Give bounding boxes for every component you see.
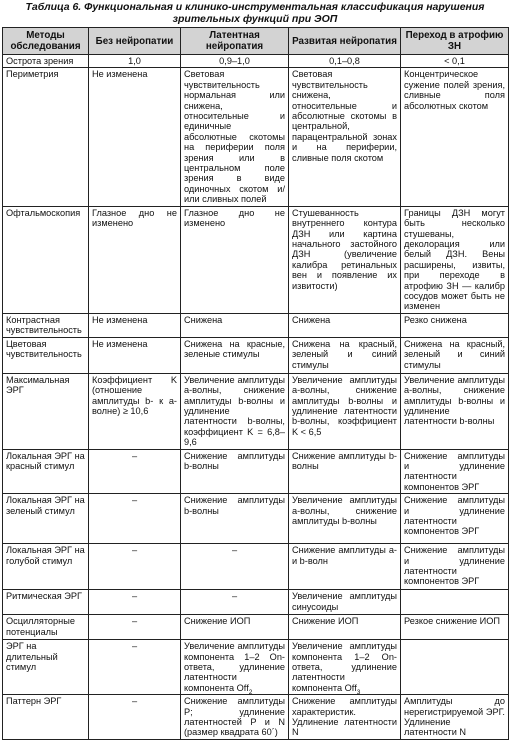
value-cell: – (89, 590, 181, 615)
value-cell: – (89, 640, 181, 695)
value-cell: – (181, 544, 289, 590)
value-cell: Снижена на красный, зеленый и синий стимулы (289, 337, 401, 373)
value-cell: – (89, 544, 181, 590)
value-cell: Амплитуды до нерегистрируемой ЭРГ. Удлинение латентности N (401, 695, 509, 740)
value-cell: Снижение амплитуды b-волны (181, 449, 289, 494)
value-cell: Стушеванность внутреннего контура ДЗН или картина начального застойного ДЗН (увеличение калибра ретинальных вен и появление их извитости) (289, 206, 401, 313)
table-caption (3, 1, 507, 25)
method-cell: Периметрия (3, 68, 89, 206)
table-row (3, 206, 509, 313)
method-cell: Паттерн ЭРГ (3, 695, 89, 740)
value-cell: Снижена на красный, зеленый и синий стимулы (401, 337, 509, 373)
value-cell: 1,0 (89, 55, 181, 68)
subscript: 3 (356, 688, 361, 695)
value-cell: Снижена (289, 313, 401, 337)
value-cell: Снижение амплитуды a- и b-волн (289, 544, 401, 590)
value-cell: Резко снижена (401, 313, 509, 337)
method-cell: Локальная ЭРГ на голубой стимул (3, 544, 89, 590)
table-row (3, 55, 509, 68)
value-cell: – (89, 615, 181, 640)
table-row (3, 590, 509, 615)
value-cell: – (89, 695, 181, 740)
value-cell: Не изменена (89, 313, 181, 337)
long-stim-latent-text: Увеличение амплитуды компонента 1–2 On-ответа, удлинение латентности компонента Off (184, 641, 285, 693)
value-cell: Снижение амплитуды характеристик. Удлинение латентности N (289, 695, 401, 740)
value-cell: Коэффициент K (отношение амплитуды b- к a-волне) ≥ 10,6 (89, 373, 181, 449)
header-optic-atrophy: Переход в атрофию ЗН (401, 28, 509, 55)
subscript: 2 (248, 688, 253, 695)
value-cell: < 0,1 (401, 55, 509, 68)
value-cell: Снижение ИОП (181, 615, 289, 640)
method-cell: Офтальмоскопия (3, 206, 89, 313)
value-cell: Глазное дно не изменено (181, 206, 289, 313)
value-cell: Не изменена (89, 337, 181, 373)
value-cell: Снижение амплитуды b-волны (181, 494, 289, 544)
value-cell: Световая чувствительность снижена, относительные и абсолютные скотомы в центральной, парацентральной зонах и на периферии, сливные поля скотом (289, 68, 401, 206)
long-stim-developed-text: Увеличение амплитуды компонента 1–2 On-ответа, удлинение латентности компонента Off (292, 641, 397, 693)
method-cell: ЭРГ на длительный стимул (3, 640, 89, 695)
table-row (3, 313, 509, 337)
method-cell: Локальная ЭРГ на зеленый стимул (3, 494, 89, 544)
method-cell: Цветовая чувствительность (3, 337, 89, 373)
value-cell (401, 640, 509, 695)
table-row (3, 494, 509, 544)
value-cell (181, 640, 289, 695)
caption-line-1: Таблица 6. Функциональная и клинико-инструментальная классификация нарушения (25, 1, 485, 13)
method-cell: Локальная ЭРГ на красный стимул (3, 449, 89, 494)
value-cell: Границы ДЗН могут быть несколько стушеваны, деколорация или белый ДЗН. Вены расширены, извиты, при переходе в атрофию ЗН — калибр сосудов может быть не изменен (401, 206, 509, 313)
value-cell: Увеличение амплитуды a-волны, снижение амплитуды b-волны и удлинение латентности b-волны, коэффициент K = 6,8–9,6 (181, 373, 289, 449)
value-cell: Не изменена (89, 68, 181, 206)
value-cell: – (89, 449, 181, 494)
header-no-neuropathy: Без нейропатии (89, 28, 181, 55)
value-cell: Увеличение амплитуды a-волны, снижение амплитуды b-волны (289, 494, 401, 544)
header-methods: Методы обследования (3, 28, 89, 55)
value-cell: 0,9–1,0 (181, 55, 289, 68)
value-cell: Снижение амплитуды b-волны (289, 449, 401, 494)
value-cell: Снижена (181, 313, 289, 337)
value-cell: Снижение амплитуды и удлинение латентности компонентов ЭРГ (401, 494, 509, 544)
value-cell: Концентрическое сужение полей зрения, сливные поля абсолютных скотом (401, 68, 509, 206)
value-cell: Снижение амплитуды и удлинение латентности компонентов ЭРГ (401, 449, 509, 494)
value-cell: – (181, 590, 289, 615)
value-cell: – (89, 494, 181, 544)
table-row (3, 373, 509, 449)
table-row (3, 544, 509, 590)
value-cell (289, 640, 401, 695)
value-cell: Глазное дно не изменено (89, 206, 181, 313)
value-cell: Снижение амплитуды P; удлинение латентностей P и N (размер квадрата 60´) (181, 695, 289, 740)
caption-line-2: зрительных функций при ЭОП (172, 13, 338, 25)
table-row (3, 449, 509, 494)
table-row (3, 615, 509, 640)
table-header-row (3, 28, 509, 55)
header-developed-neuropathy: Развитая нейропатия (289, 28, 401, 55)
table-row (3, 337, 509, 373)
value-cell: Снижена на красные, зеленые стимулы (181, 337, 289, 373)
table-row (3, 695, 509, 740)
value-cell: Световая чувствительность нормальная или снижена, относительные и единичные абсолютные скотомы на периферии поля зрения или в центральном поле зрения в виде одиночных скотом и/или сливных полей (181, 68, 289, 206)
method-cell: Контрастная чувствительность (3, 313, 89, 337)
method-cell: Максимальная ЭРГ (3, 373, 89, 449)
method-cell: Осцилляторные потенциалы (3, 615, 89, 640)
table-row (3, 68, 509, 206)
method-cell: Ритмическая ЭРГ (3, 590, 89, 615)
value-cell: Увеличение амплитуды синусоиды (289, 590, 401, 615)
classification-table (2, 27, 509, 740)
value-cell: Увеличение амплитуды a-волны, снижение амплитуды b-волны и удлинение латентности b-волны (401, 373, 509, 449)
value-cell: Снижение ИОП (289, 615, 401, 640)
value-cell (401, 590, 509, 615)
value-cell: Резкое снижение ИОП (401, 615, 509, 640)
header-latent-neuropathy: Латентная нейропатия (181, 28, 289, 55)
value-cell: Снижение амплитуды и удлинение латентности компонентов ЭРГ (401, 544, 509, 590)
table-row (3, 640, 509, 695)
method-cell: Острота зрения (3, 55, 89, 68)
value-cell: Увеличение амплитуды a-волны, снижение амплитуды b-волны и удлинение латентности b-волны, коэффициент K < 6,5 (289, 373, 401, 449)
value-cell: 0,1–0,8 (289, 55, 401, 68)
